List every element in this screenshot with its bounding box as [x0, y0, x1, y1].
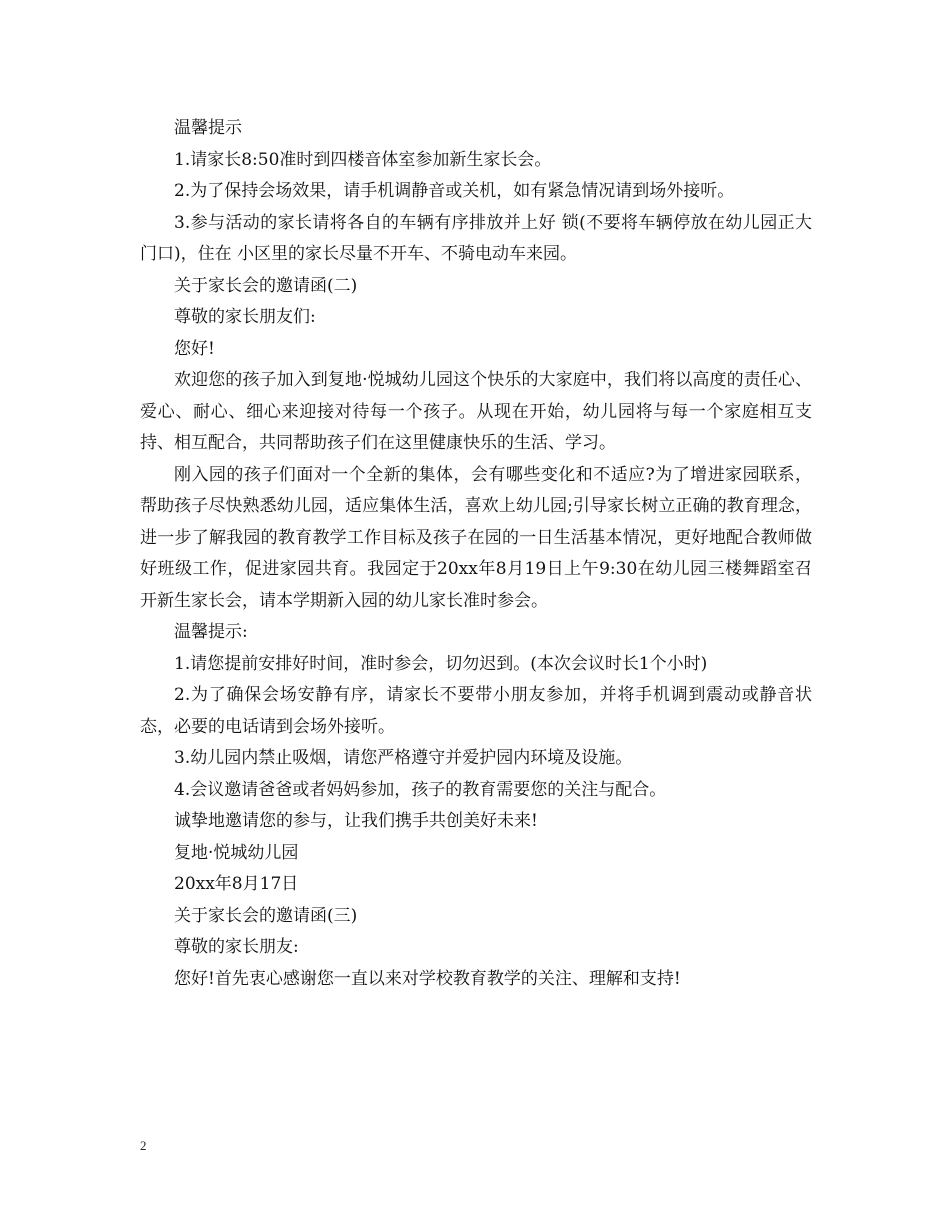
document-body [140, 113, 812, 995]
paragraph-invitation: 诚挚地邀请您的参与，让我们携手共创美好未来! [174, 811, 538, 831]
paragraph-tips-heading-2: 温馨提示: [174, 622, 248, 642]
page-number: 2 [140, 1138, 147, 1153]
paragraph-tips-heading: 温馨提示 [174, 118, 242, 138]
salutation-3: 尊敬的家长朋友: [174, 937, 299, 957]
salutation-2: 尊敬的家长朋友们: [174, 307, 316, 327]
paragraph-tip-1: 1.请家长8:50准时到四楼音体室参加新生家长会。 [174, 149, 552, 170]
paragraph-tip-2: 2.为了保持会场效果，请手机调静音或关机，如有紧急情况请到场外接听。 [174, 181, 735, 201]
section-title-3: 关于家长会的邀请函(三) [174, 905, 358, 926]
greeting-3: 您好!首先衷心感谢您一直以来对学校教育教学的关注、理解和支持! [174, 968, 681, 989]
paragraph-tip-2-1: 1.请您提前安排好时间，准时参会，切勿迟到。(本次会议时长1个小时) [174, 653, 708, 674]
signature-org: 复地·悦城幼儿园 [174, 842, 299, 863]
section-title-2: 关于家长会的邀请函(二) [174, 275, 358, 296]
paragraph-welcome: 欢迎您的孩子加入到复地·悦城幼儿园这个快乐的大家庭中，我们将以高度的责任心、爱心、耐心、细心来迎接对待每一个孩子。从现在开始，幼儿园将与每一个家庭相互支持、相互配合，共同帮助孩子们在这里健康快乐的生活、学习。 [140, 370, 812, 453]
paragraph-meeting-notice: 刚入园的孩子们面对一个全新的集体，会有哪些变化和不适应?为了增进家园联系，帮助孩子尽快熟悉幼儿园，适应集体生活，喜欢上幼儿园;引导家长树立正确的教育理念，进一步了解我园的教育教学工作目标及孩子在园的一日生活基本情况，更好地配合教师做好班级工作，促进家园共育。我园定于20xx年8月19日上午9:30在幼儿园三楼舞蹈室召开新生家长会，请本学期新入园的幼儿家长准时参会。 [140, 464, 812, 611]
greeting-2: 您好! [174, 338, 215, 359]
paragraph-tip-2-4: 4.会议邀请爸爸或者妈妈参加，孩子的教育需要您的关注与配合。 [174, 779, 667, 800]
signature-date: 20xx年8月17日 [174, 874, 299, 894]
paragraph-tip-3: 3.参与活动的家长请将各自的车辆有序排放并上好 锁(不要将车辆停放在幼儿园正大门口)，住在 小区里的家长尽量不开车、不骑电动车来园。 [140, 212, 812, 264]
paragraph-tip-2-2: 2.为了确保会场安静有序，请家长不要带小朋友参加，并将手机调到震动或静音状态，必要的电话请到会场外接听。 [140, 685, 812, 737]
paragraph-tip-2-3: 3.幼儿园内禁止吸烟，请您严格遵守并爱护园内环境及设施。 [174, 748, 633, 768]
